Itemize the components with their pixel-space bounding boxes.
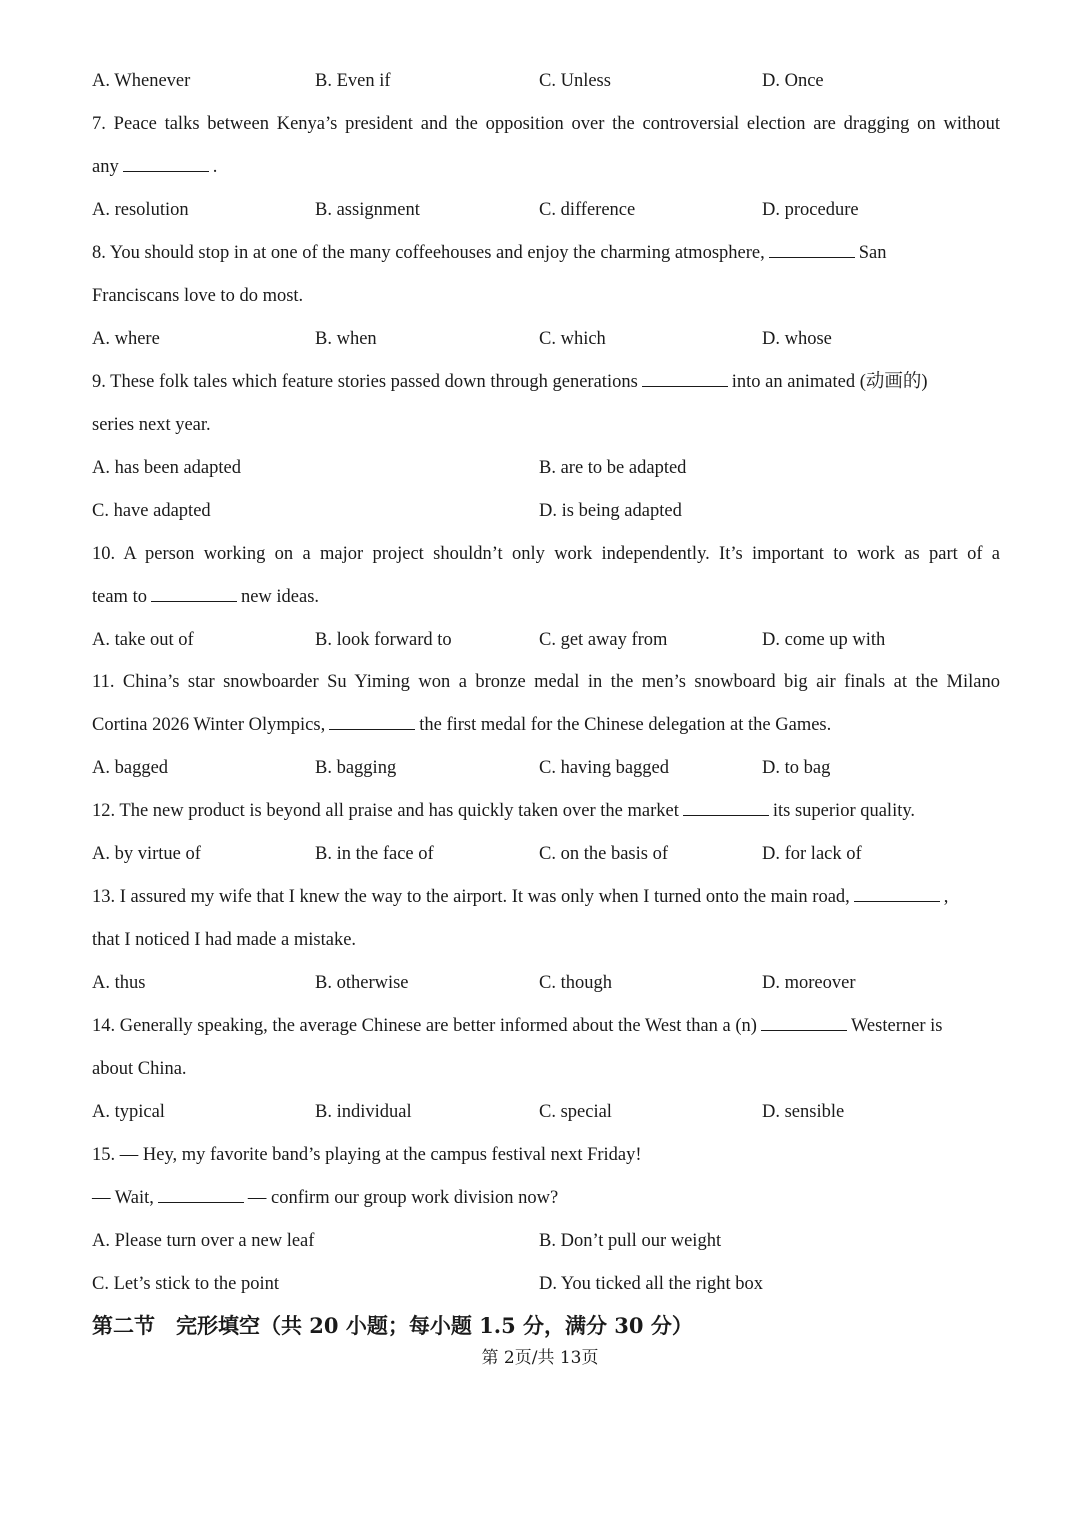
q14-option-c: C. special <box>539 1102 612 1122</box>
q10-stem-end: new ideas. <box>240 587 320 607</box>
q6-option-a: A. Whenever <box>92 71 191 91</box>
q10-answer-blank <box>151 583 237 602</box>
q15-options-row1 <box>92 1226 1000 1256</box>
q12-stem-line1 <box>92 796 1000 826</box>
q11-stem-line2 <box>92 710 1000 740</box>
q9-stem-line1 <box>92 367 1000 397</box>
q14-stem-line2: about China. <box>92 1059 187 1079</box>
q15-option-d: D. You ticked all the right box <box>539 1274 764 1294</box>
q8-option-c: C. which <box>539 329 606 349</box>
q12-stem-end: its superior quality. <box>772 801 916 821</box>
q6-option-d: D. Once <box>762 71 824 91</box>
q7-stem-line1: 7. Peace talks between Kenya’s president and the opposition over the controversial election are dragging on without <box>92 114 1000 134</box>
q15-answer-blank <box>158 1184 244 1203</box>
q10-option-d: D. come up with <box>762 630 886 650</box>
q10-option-c: C. get away from <box>539 630 668 650</box>
section-heading: 第二节 完形填空（共 20 小题；每小题 1.5 分，满分 30 分） <box>92 1313 693 1338</box>
q14-option-d: D. sensible <box>762 1102 845 1122</box>
q11-option-c: C. having bagged <box>539 758 669 778</box>
q7-answer-blank <box>123 153 209 172</box>
q7-option-d: D. procedure <box>762 200 859 220</box>
q10-option-b: B. look forward to <box>315 630 452 650</box>
q9-stem-line2: series next year. <box>92 415 211 435</box>
q11-options <box>92 753 1000 783</box>
q11-stem-line1: 11. China’s star snowboarder Su Yiming won a bronze medal in the men’s snowboard big air finals at the Milano <box>92 672 1000 692</box>
q8-stem-line1 <box>92 238 1000 268</box>
q14-option-b: B. individual <box>315 1102 412 1122</box>
q12-stem-text: 12. The new product is beyond all praise and has quickly taken over the market <box>92 801 679 821</box>
q13-option-d: D. moreover <box>762 973 856 993</box>
q13-stem-end: , <box>943 887 949 907</box>
q9-options-row2 <box>92 496 1000 526</box>
q13-options <box>92 968 1000 998</box>
q7-option-b: B. assignment <box>315 200 420 220</box>
q12-option-c: C. on the basis of <box>539 844 668 864</box>
q10-stem-line1: 10. A person working on a major project shouldn’t only work independently. It’s important to work as part of a <box>92 544 1000 564</box>
q13-stem-line1 <box>92 882 1000 912</box>
q13-stem-text: 13. I assured my wife that I knew the way to the airport. It was only when I turned onto the main road, <box>92 887 850 907</box>
q15-option-b: B. Don’t pull our weight <box>539 1231 722 1251</box>
q6-options <box>92 66 1000 96</box>
q12-answer-blank <box>683 797 769 816</box>
q13-stem-line2: that I noticed I had made a mistake. <box>92 930 357 950</box>
q14-answer-blank <box>761 1012 847 1031</box>
q15-stem-line2 <box>92 1183 1000 1213</box>
q14-option-a: A. typical <box>92 1102 165 1122</box>
q6-option-b: B. Even if <box>315 71 391 91</box>
q8-stem-line2: Franciscans love to do most. <box>92 286 304 306</box>
q13-option-a: A. thus <box>92 973 146 993</box>
q11-stem-text: Cortina 2026 Winter Olympics, <box>92 715 326 735</box>
q12-options <box>92 839 1000 869</box>
q8-option-b: B. when <box>315 329 377 349</box>
q15-option-a: A. Please turn over a new leaf <box>92 1231 315 1251</box>
q9-options-row1 <box>92 453 1000 483</box>
q7-option-c: C. difference <box>539 200 636 220</box>
q13-answer-blank <box>854 883 940 902</box>
q7-option-a: A. resolution <box>92 200 189 220</box>
q15-stem-text: — Wait, <box>92 1188 154 1208</box>
q11-answer-blank <box>329 711 415 730</box>
q7-stem-text: any <box>92 157 119 177</box>
q9-stem-text: 9. These folk tales which feature stories passed down through generations <box>92 372 638 392</box>
q14-stem-end: Westerner is <box>850 1016 943 1036</box>
q15-options-row2 <box>92 1269 1000 1299</box>
page-footer: 第 2页/共 13页 <box>481 1348 599 1368</box>
q15-option-c: C. Let’s stick to the point <box>92 1274 280 1294</box>
q12-option-b: B. in the face of <box>315 844 434 864</box>
q9-option-d: D. is being adapted <box>539 501 682 521</box>
q7-options <box>92 195 1000 225</box>
q11-option-d: D. to bag <box>762 758 831 778</box>
q8-options <box>92 324 1000 354</box>
q15-stem-end: — confirm our group work division now? <box>247 1188 559 1208</box>
q12-option-a: A. by virtue of <box>92 844 201 864</box>
q10-stem-text: team to <box>92 587 147 607</box>
q8-stem-end: San <box>858 243 887 263</box>
q6-option-c: C. Unless <box>539 71 611 91</box>
q14-options <box>92 1097 1000 1127</box>
q9-option-b: B. are to be adapted <box>539 458 687 478</box>
q7-stem-line2 <box>92 152 1000 182</box>
q9-answer-blank <box>642 368 728 387</box>
q13-option-c: C. though <box>539 973 612 993</box>
q14-stem-line1 <box>92 1011 1000 1041</box>
q11-option-b: B. bagging <box>315 758 397 778</box>
q9-option-a: A. has been adapted <box>92 458 241 478</box>
q11-option-a: A. bagged <box>92 758 169 778</box>
q8-option-d: D. whose <box>762 329 832 349</box>
q10-option-a: A. take out of <box>92 630 194 650</box>
q9-option-c: C. have adapted <box>92 501 211 521</box>
q8-answer-blank <box>769 239 855 258</box>
q13-option-b: B. otherwise <box>315 973 409 993</box>
q9-stem-end: into an animated (动画的) <box>731 372 928 392</box>
q7-stem-end: . <box>212 157 218 177</box>
q10-options <box>92 625 1000 655</box>
q8-option-a: A. where <box>92 329 160 349</box>
q10-stem-line2 <box>92 582 1000 612</box>
q14-stem-text: 14. Generally speaking, the average Chinese are better informed about the West than a (n) <box>92 1016 757 1036</box>
q11-stem-end: the first medal for the Chinese delegation at the Games. <box>419 715 832 735</box>
q8-stem-text: 8. You should stop in at one of the many coffeehouses and enjoy the charming atmosphere, <box>92 243 765 263</box>
q15-stem-line1: 15. — Hey, my favorite band’s playing at the campus festival next Friday! <box>92 1145 642 1165</box>
q12-option-d: D. for lack of <box>762 844 862 864</box>
